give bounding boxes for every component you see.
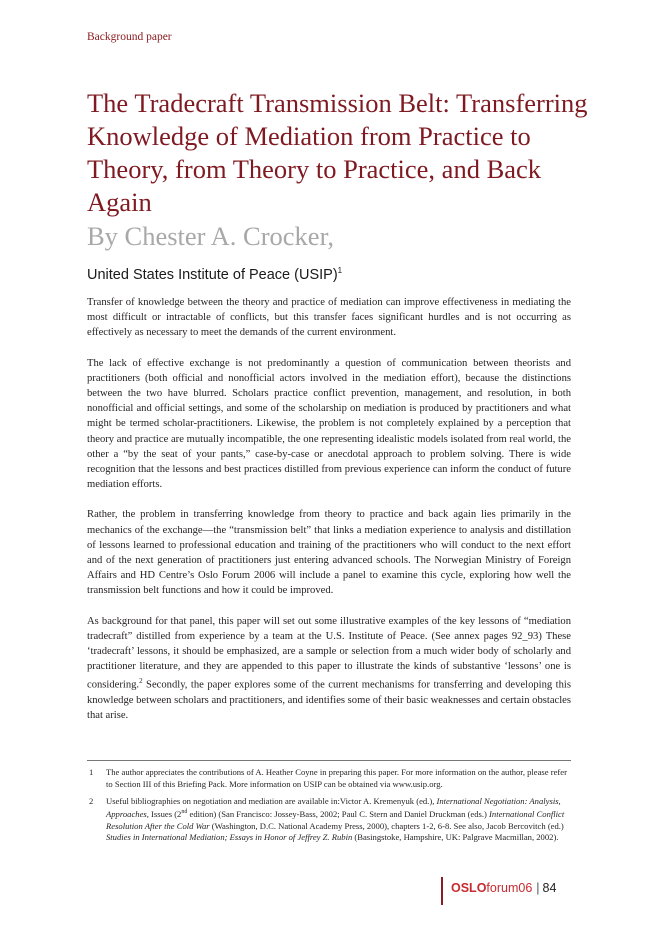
paragraph-4-part-b: Secondly, the paper explores some of the current mechanisms for transferring and developing this knowledge between scholars and practitioners, and identifies some of their basic weaknesses and certain obstacles that arise. (87, 680, 571, 722)
footnotes (87, 760, 571, 844)
paragraph-4-part-a: As background for that panel, this paper will set out some illustrative examples of the key lessons of “mediation tradecraft” distilled from experience by a team at the U.S. Institute of Peace. (See annex pages 92_93) These ‘tradecraft’ lessons, it should be emphasized, are a sample or selection from a much wider body of scholarly and practitioner literature, and they are appended to this paper to illustrate the kinds of substantive ‘lessons’ one is considering. (87, 615, 571, 691)
footnote-1 (87, 767, 571, 790)
book-title: International Conflict Resolution After the Cold War (106, 809, 565, 831)
footnote-text (106, 796, 564, 842)
footnote-text: The author appreciates the contributions of A. Heather Coyne in preparing this paper. For more information on the author, please refer to Section III of this Briefing Pack. More information on USIP can be obtained via www.usip.org. (106, 767, 567, 789)
ordinal-suffix: nd (181, 809, 188, 816)
forum-year: 06 (518, 881, 533, 895)
author-affiliation (87, 266, 342, 283)
article-body (87, 295, 571, 739)
affiliation-text: United States Institute of Peace (USIP) (87, 266, 338, 283)
paragraph-1: Transfer of knowledge between the theory and practice of mediation can improve effectiveness in mediating the most difficult or intractable of conflicts, but this transfer faces significant hurdles and is not occurring as effectively as necessary to meet the demands of the current environment. (87, 297, 571, 339)
book-title: International Negotiation: Analysis, Approaches, (106, 796, 561, 820)
footer-rule (441, 877, 443, 905)
footnote-text-segment: Issues (2 (148, 809, 182, 820)
section-label: Background paper (87, 31, 172, 43)
footer-separator: | (536, 881, 540, 895)
footnote-text-segment: (Basingstoke, Hampshire, UK: Palgrave Macmillan, 2002). (352, 832, 559, 843)
page-number: 84 (542, 881, 557, 895)
forum-brand: forum (486, 881, 519, 895)
footnote-text-segment: edition) (San Francisco: Jossey-Bass, 2002; Paul C. Stern and Daniel Druckman (eds.) (187, 809, 490, 820)
page-footer (451, 881, 556, 895)
footnote-ref-2[interactable]: 2 (139, 677, 143, 686)
book-title: Studies in International Mediation; Essays in Honor of Jeffrey Z. Rubin (106, 832, 353, 843)
footnote-text-segment: (Washington, D.C. National Academy Press, 2000), chapters 1-2, 6-8. See also, Jacob Bercovitch (ed.) (209, 820, 564, 831)
footnote-2 (87, 796, 571, 844)
paragraph-2: The lack of effective exchange is not predominantly a question of communication between theorists and practitioners (both official and nonofficial actors involved in the mediation effort), because the distinctions between the two have blurred. Scholars practice conflict prevention, management, and resolution, in both nonofficial and official settings, and some of the scholarship on mediation is produced by practitioners and what might be termed scholar-practitioners. Likewise, the problem is not completely explained by a perception that theory and practice are mutually incompatible, the one representing idealistic models isolated from real world, the other a “by the seat of your pants,” case-by-case or anecdotal approach to problem solving. There is wide recognition that the lessons and best practices distilled from previous experience can inform the conduct of future mediation efforts. (87, 357, 571, 491)
footnote-number: 1 (89, 767, 94, 777)
oslo-brand: OSLO (451, 881, 487, 895)
author-byline: By Chester A. Crocker, (87, 221, 334, 251)
footnote-ref-1[interactable]: 1 (337, 266, 343, 275)
article-title: The Tradecraft Transmission Belt: Transferring Knowledge of Mediation from Practice to Theory, from Theory to Practice, and Back Again (87, 88, 588, 217)
paragraph-3: Rather, the problem in transferring knowledge from theory to practice and back again lies primarily in the mechanics of the exchange—the “transmission belt” that links a mediation experience to analysis and distillation of lessons learned to professional education and training of the practitioners who will conduct to the next effort and of the next generation of practitioners just entering advanced schools. The Norwegian Ministry of Foreign Affairs and HD Centre’s Oslo Forum 2006 will include a panel to examine this cycle, exploring how well the transmission belt functions and how it could be improved. (87, 509, 571, 597)
footnote-number: 2 (89, 796, 94, 806)
footnote-text-segment: Useful bibliographies on negotiation and mediation are available in:Victor A. Kremenyuk (ed.), (106, 796, 437, 806)
paragraph-4 (87, 614, 571, 724)
